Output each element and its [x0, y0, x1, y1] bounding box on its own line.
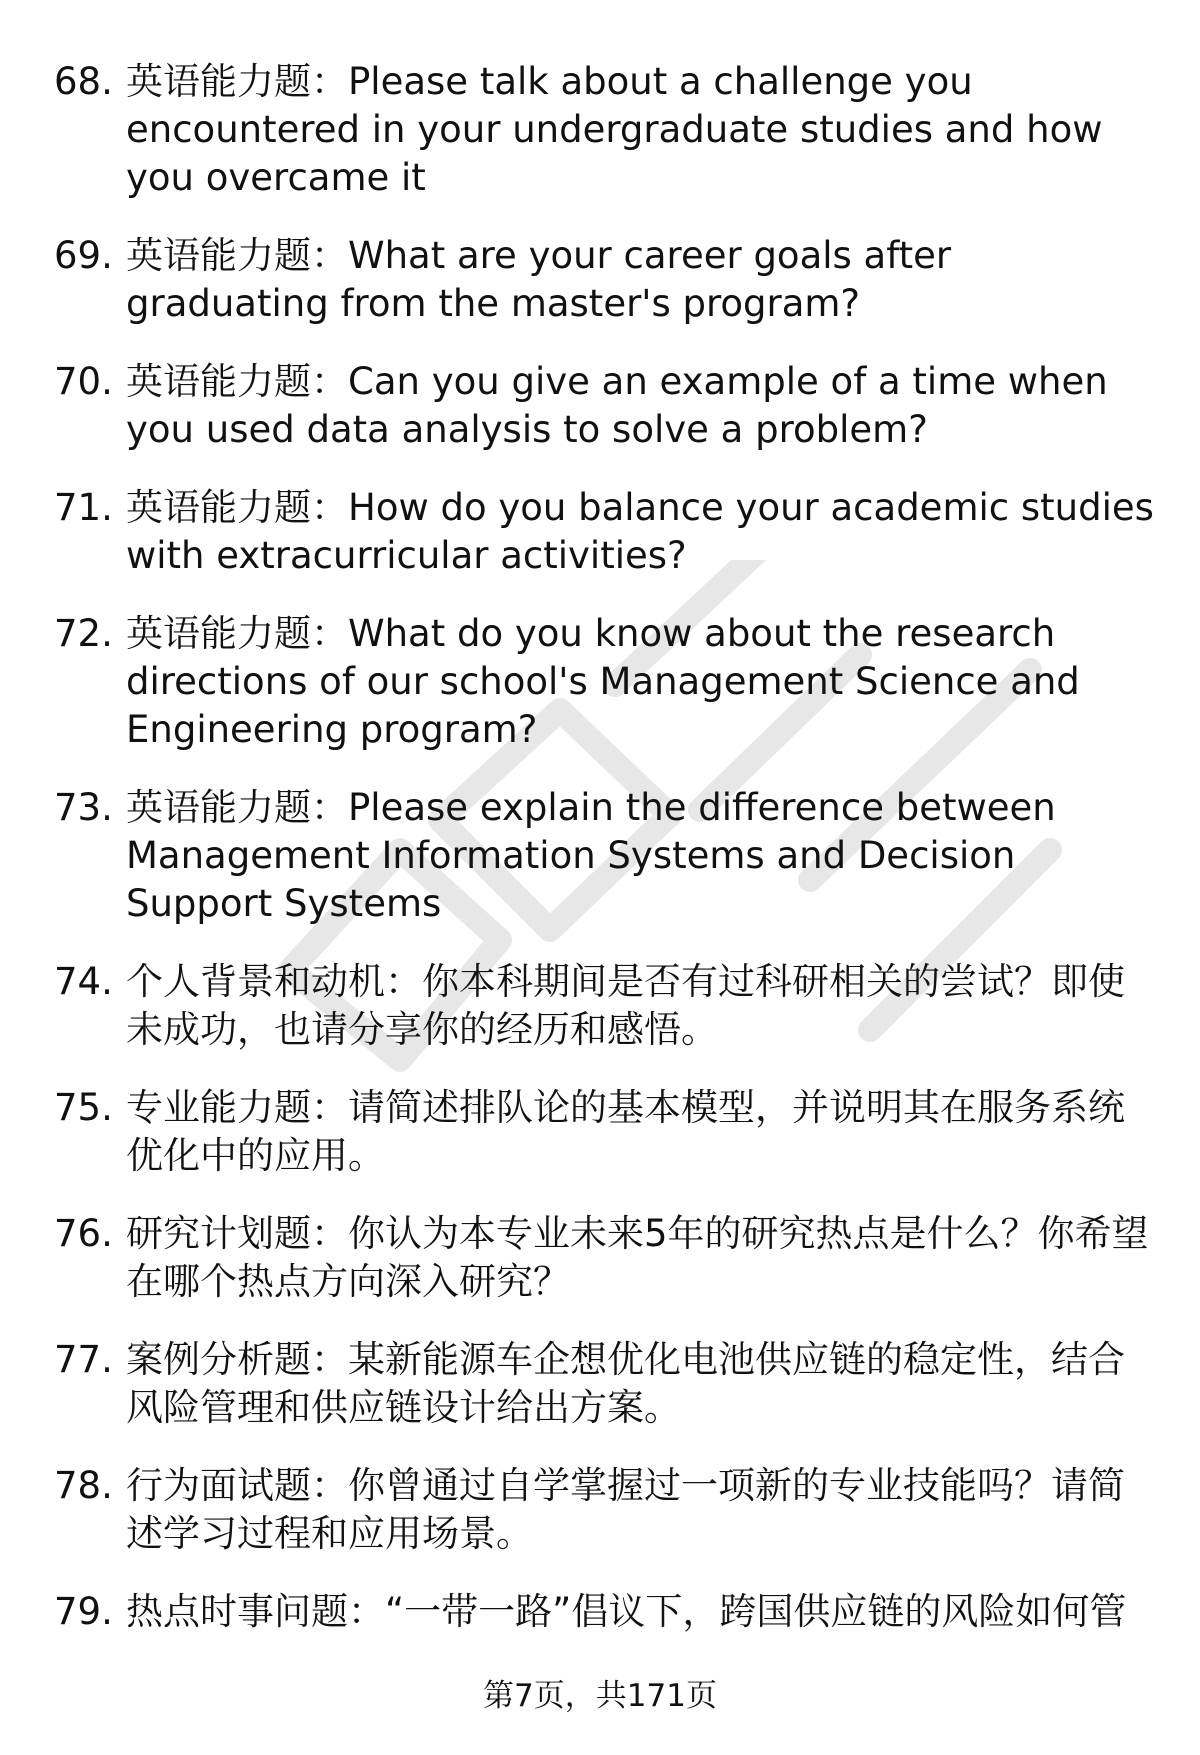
question-number: 79. [54, 1590, 113, 1633]
question-text: 热点时事问题：“一带一路”倡议下，跨国供应链的风险如何管 [126, 1590, 1127, 1633]
list-item [54, 58, 1159, 202]
question-text: 英语能力题：What do you know about the research directions of our school's Management Science and Engineering program? [126, 612, 1080, 751]
list-item [54, 1588, 1159, 1636]
question-text: 英语能力题：Please explain the difference between Management Information Systems and Decision Support Systems [126, 786, 1056, 925]
page-footer: 第7页，共171页 [483, 1678, 717, 1714]
list-item [54, 1084, 1159, 1180]
question-number: 70. [54, 360, 113, 403]
question-text: 英语能力题：How do you balance your academic studies with extracurricular activities? [126, 486, 1154, 577]
list-item [54, 1336, 1159, 1432]
question-number: 73. [54, 786, 113, 829]
question-number: 72. [54, 612, 113, 655]
question-text: 英语能力题：Can you give an example of a time when you used data analysis to solve a problem? [126, 360, 1108, 451]
question-number: 69. [54, 234, 113, 277]
question-number: 74. [54, 960, 113, 1003]
question-number: 77. [54, 1338, 113, 1381]
question-text: 专业能力题：请简述排队论的基本模型，并说明其在服务系统优化中的应用。 [126, 1086, 1125, 1177]
question-number: 71. [54, 486, 113, 529]
list-item [54, 1462, 1159, 1558]
question-number: 78. [54, 1464, 113, 1507]
question-text: 行为面试题：你曾通过自学掌握过一项新的专业技能吗？请简述学习过程和应用场景。 [126, 1464, 1125, 1555]
list-item [54, 784, 1159, 928]
question-text: 个人背景和动机：你本科期间是否有过科研相关的尝试？即使未成功，也请分享你的经历和感悟。 [126, 960, 1125, 1051]
question-number: 75. [54, 1086, 113, 1129]
question-text: 英语能力题：What are your career goals after graduating from the master's program? [126, 234, 952, 325]
list-item [54, 610, 1159, 754]
list-item [54, 1210, 1159, 1306]
question-text: 英语能力题：Please talk about a challenge you encountered in your undergraduate studies and how you overcame it [126, 60, 1103, 199]
list-item [54, 484, 1159, 580]
list-item [54, 958, 1159, 1054]
list-item [54, 232, 1159, 328]
list-item [54, 358, 1159, 454]
question-text: 研究计划题：你认为本专业未来5年的研究热点是什么？你希望在哪个热点方向深入研究？ [126, 1212, 1149, 1303]
question-text: 案例分析题：某新能源车企想优化电池供应链的稳定性，结合风险管理和供应链设计给出方案。 [126, 1338, 1125, 1429]
question-list [54, 58, 1159, 1666]
question-number: 76. [54, 1212, 113, 1255]
question-number: 68. [54, 60, 113, 103]
